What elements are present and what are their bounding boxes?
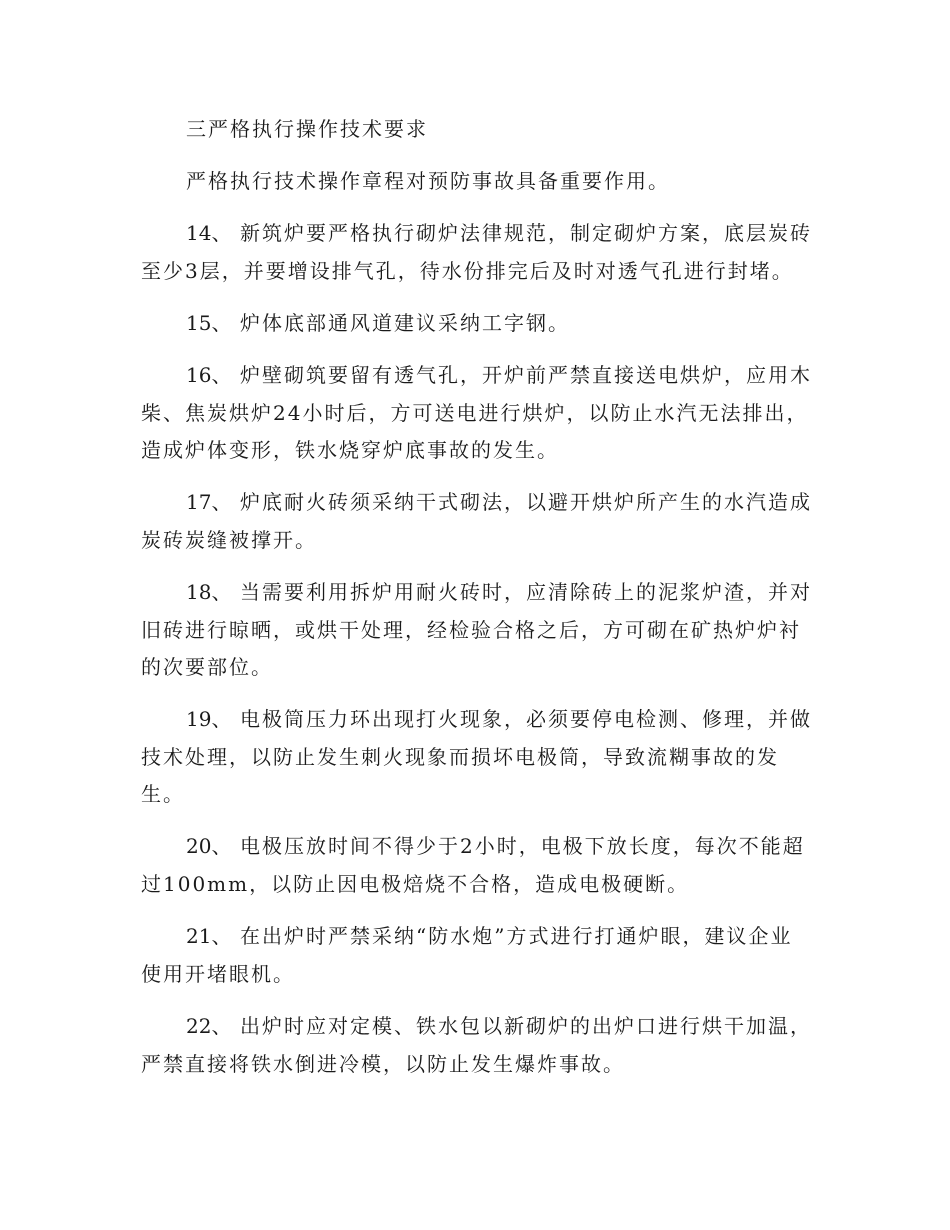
item-16-line-2: 柴、焦炭烘炉24小时后，方可送电进行烘炉，以防止水汽无法排出， [141,401,809,425]
item-21-line-1: 21、 在出炉时严禁采纳“防水炮”方式进行打通炉眼，建议企业 [186,924,793,948]
item-14-number: 14、 [186,221,232,245]
item-20-number: 20、 [186,834,232,858]
item-14-line-2: 至少3层，并要增设排气孔，待水份排完后及时对透气孔进行封堵。 [141,259,794,283]
item-20-line-1: 20、 电极压放时间不得少于2小时，电极下放长度，每次不能超 [186,834,805,858]
item-20-line-2: 过100mm，以防止因电极焙烧不合格，造成电极硬断。 [141,872,690,896]
intro-paragraph: 严格执行技术操作章程对预防事故具备重要作用。 [186,169,670,193]
item-21-line-2: 使用开堵眼机。 [141,962,295,986]
item-15-number: 15、 [186,311,232,335]
item-15-line-1: 15、 炉体底部通风道建议采纳工字钢。 [186,311,570,335]
item-17-number: 17、 [186,490,232,514]
item-22-number: 22、 [186,1014,232,1038]
item-16-line-1: 16、 炉壁砌筑要留有透气孔，开炉前严禁直接送电烘炉，应用木 [186,363,812,387]
item-16-number: 16、 [186,363,232,387]
item-18-line-1: 18、 当需要利用拆炉用耐火砖时，应清除砖上的泥浆炉渣，并对 [186,580,812,604]
item-21-number: 21、 [186,924,232,948]
item-19-number: 19、 [186,707,232,731]
item-18-line-3: 的次要部位。 [141,655,273,679]
item-17-line-1: 17、 炉底耐火砖须采纳干式砌法，以避开烘炉所产生的水汽造成 [186,490,812,514]
section-heading: 三严格执行操作技术要求 [186,117,428,141]
item-17-line-2: 炭砖炭缝被撑开。 [141,528,317,552]
item-18-line-2: 旧砖进行晾晒，或烘干处理，经检验合格之后，方可砌在矿热炉炉衬 [141,618,801,642]
item-19-line-3: 生。 [141,782,185,806]
item-19-line-1: 19、 电极筒压力环出现打火现象，必须要停电检测、修理，并做 [186,707,812,731]
item-14-line-1: 14、 新筑炉要严格执行砌炉法律规范，制定砌炉方案，底层炭砖 [186,221,812,245]
item-22-line-2: 严禁直接将铁水倒进冷模，以防止发生爆炸事故。 [141,1052,625,1076]
item-19-line-2: 技术处理，以防止发生刺火现象而损坏电极筒，导致流糊事故的发 [141,745,779,769]
item-16-line-3: 造成炉体变形，铁水烧穿炉底事故的发生。 [141,438,559,462]
item-22-line-1: 22、 出炉时应对定模、铁水包以新砌炉的出炉口进行烘干加温， [186,1014,812,1038]
item-18-number: 18、 [186,580,232,604]
